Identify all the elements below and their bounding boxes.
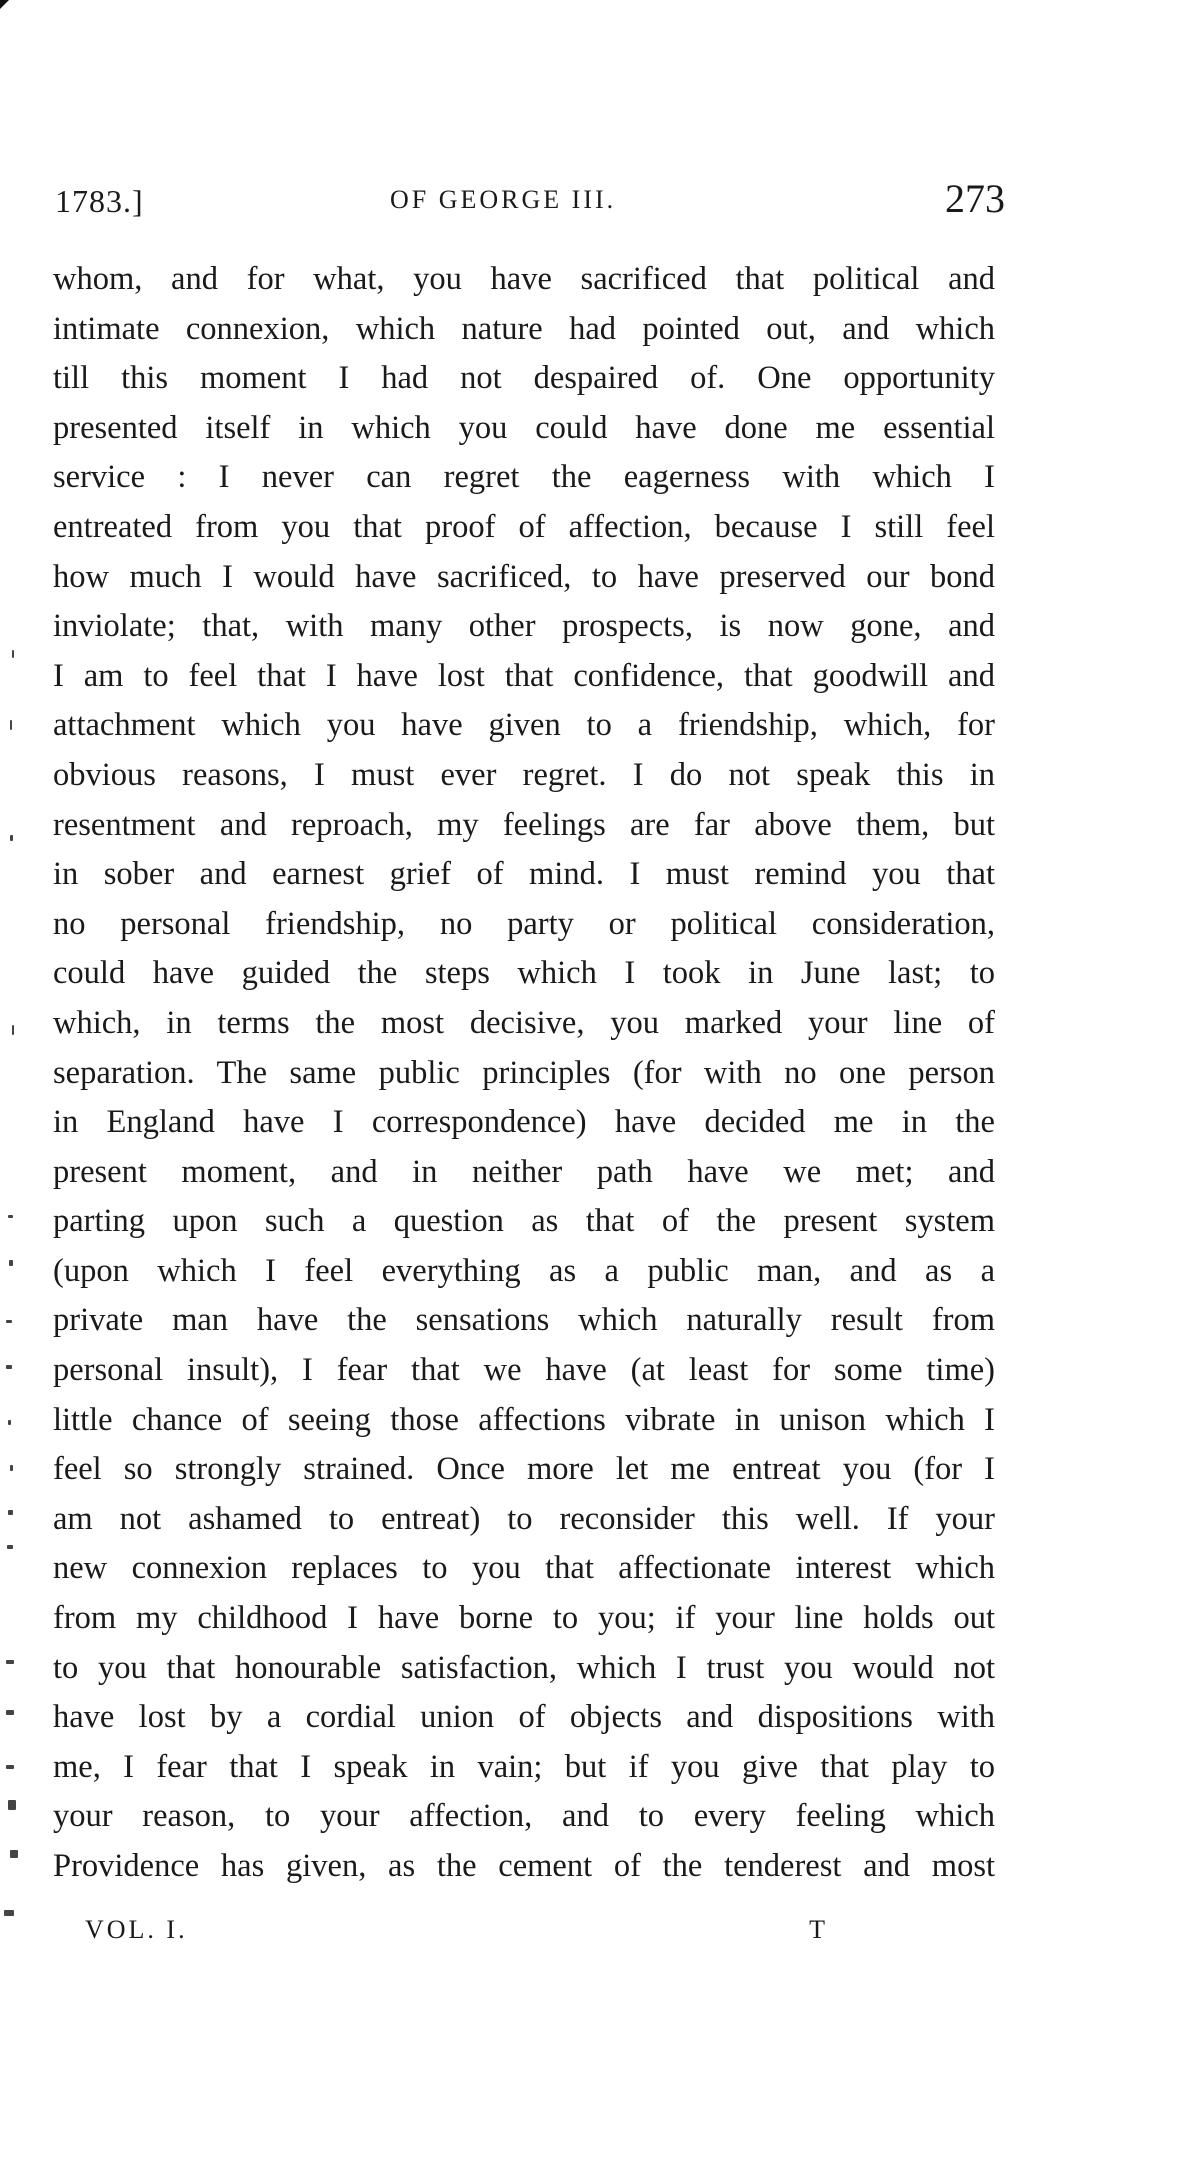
text-line: in sober and earnest grief of mind. I must remind you that — [53, 856, 995, 893]
text-line: which, in terms the most decisive, you marked your line of — [53, 1004, 995, 1041]
volume-signature: VOL. I. — [85, 1915, 188, 1944]
text-line: till this moment I had not despaired of. One opportunity — [53, 360, 995, 397]
page-number: 273 — [945, 176, 1005, 221]
text-line: how much I would have sacrificed, to have preserved our bond — [53, 558, 995, 595]
text-line: obvious reasons, I must ever regret. I do not speak this in — [53, 756, 995, 793]
text-line: am not ashamed to entreat) to reconsider this well. If your — [53, 1500, 995, 1537]
text-line: Providence has given, as the cement of the tenderest and most — [53, 1848, 995, 1884]
text-line: intimate connexion, which nature had pointed out, and which — [53, 310, 995, 347]
text-line: new connexion replaces to you that affectionate interest which — [53, 1550, 995, 1587]
text-line: present moment, and in neither path have we met; and — [53, 1153, 995, 1190]
text-line: parting upon such a question as that of the present system — [53, 1203, 995, 1240]
text-line: inviolate; that, with many other prospects, is now gone, and — [53, 608, 995, 645]
text-line: could have guided the steps which I took in June last; to — [53, 955, 995, 992]
text-line: to you that honourable satisfaction, which I trust you would not — [53, 1649, 995, 1686]
text-line: in England have I correspondence) have decided me in the — [53, 1104, 995, 1141]
text-line: presented itself in which you could have done me essential — [53, 409, 995, 446]
text-line: your reason, to your affection, and to every feeling which — [53, 1798, 995, 1835]
text-line: (upon which I feel everything as a public man, and as a — [53, 1252, 995, 1289]
scan-margin-specks — [0, 640, 50, 1960]
text-line: whom, and for what, you have sacrificed that political and — [53, 261, 995, 297]
text-line: resentment and reproach, my feelings are far above them, but — [53, 806, 995, 843]
running-head-title: OF GEORGE III. — [390, 185, 617, 214]
text-line: from my childhood I have borne to you; if your line holds out — [53, 1600, 995, 1637]
body-text — [53, 255, 995, 1892]
text-line: personal insult), I fear that we have (at least for some time) — [53, 1352, 995, 1389]
text-line: separation. The same public principles (for with no one person — [53, 1054, 995, 1091]
text-line: feel so strongly strained. Once more let me entreat you (for I — [53, 1451, 995, 1488]
text-line: me, I fear that I speak in vain; but if you give that play to — [53, 1748, 995, 1785]
text-line: private man have the sensations which naturally result from — [53, 1302, 995, 1339]
signature-letter: T — [809, 1915, 825, 1944]
text-line: little chance of seeing those affections vibrate in unison which I — [53, 1401, 995, 1438]
running-head-year: 1783.] — [55, 183, 144, 219]
text-line: I am to feel that I have lost that confidence, that goodwill and — [53, 657, 995, 694]
scan-corner-mark — [0, 0, 9, 9]
text-line: service : I never can regret the eagerness with which I — [53, 459, 995, 496]
text-line: entreated from you that proof of affection, because I still feel — [53, 508, 995, 545]
page-footer — [85, 1915, 825, 1955]
text-line: have lost by a cordial union of objects and dispositions with — [53, 1699, 995, 1736]
running-head — [55, 175, 1005, 223]
text-line: no personal friendship, no party or political consideration, — [53, 905, 995, 942]
text-line: attachment which you have given to a friendship, which, for — [53, 707, 995, 744]
